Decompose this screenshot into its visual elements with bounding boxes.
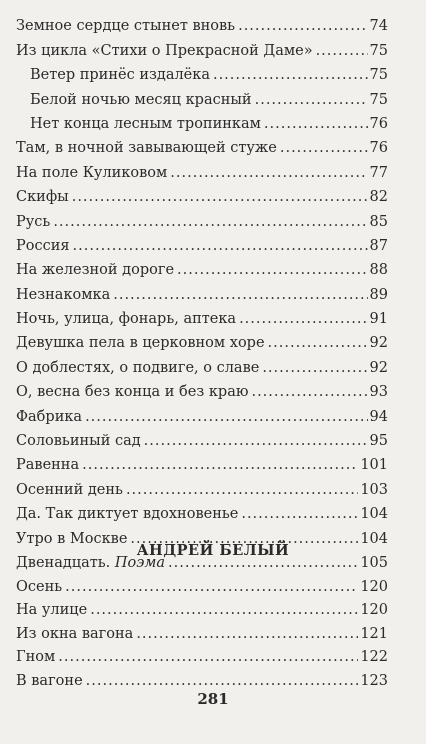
toc-entry-page: 92 <box>369 359 388 376</box>
dot-leader <box>65 579 358 595</box>
toc-entry-title-text: Ветер принёс издалёка <box>30 67 210 84</box>
toc-entry-title <box>16 673 86 689</box>
toc-entry-page: 76 <box>369 140 388 157</box>
toc-entry <box>16 59 388 83</box>
toc-entry-title-text: Соловьиный сад <box>16 433 141 450</box>
toc-entry-page: 85 <box>369 213 388 230</box>
toc-entry-title-text: Гном <box>16 649 56 665</box>
dot-leader <box>72 189 368 205</box>
toc-entry-page: 76 <box>369 115 388 132</box>
toc-entry-title <box>16 311 239 327</box>
toc-entry-title <box>16 189 72 205</box>
toc-entry-page: 77 <box>369 164 388 181</box>
toc-entry-title <box>16 214 53 230</box>
toc-entry-title <box>16 360 262 376</box>
toc-entry-page: 91 <box>369 311 388 328</box>
toc-entry-title-text: В вагоне <box>16 672 83 689</box>
toc-entry-title-text: Равенна <box>16 457 80 474</box>
toc-entry <box>16 498 388 522</box>
toc-entry <box>16 571 388 595</box>
toc-entry-title-text: На железной дороге <box>16 262 175 279</box>
dot-leader <box>82 457 358 473</box>
toc-entry <box>16 473 388 497</box>
dot-leader <box>251 384 367 400</box>
toc-entry <box>16 618 388 642</box>
dot-leader <box>238 18 367 34</box>
toc-entry <box>16 400 388 424</box>
toc-entry <box>16 83 388 107</box>
toc-entry-title <box>16 384 251 400</box>
toc-entry <box>16 327 388 351</box>
toc-entry-page: 82 <box>369 189 388 206</box>
dot-leader <box>170 165 367 181</box>
toc-entry-page: 122 <box>360 649 388 665</box>
dot-leader <box>177 262 368 278</box>
toc-entry-title-text: Незнакомка <box>16 286 111 303</box>
toc-entry-title <box>16 433 144 449</box>
toc-entry-title-text: Двенадцать. <box>16 554 111 571</box>
toc-entry <box>16 132 388 156</box>
toc-entry-page: 104 <box>360 530 388 547</box>
dot-leader <box>239 311 367 327</box>
dot-leader <box>126 482 358 498</box>
toc-entry-page: 95 <box>369 433 388 450</box>
toc-entry <box>16 181 388 205</box>
toc-entry-title <box>16 116 264 132</box>
table-of-contents-blok <box>16 10 388 571</box>
toc-entry-title <box>16 262 177 278</box>
toc-entry-page: 93 <box>369 384 388 401</box>
toc-entry <box>16 665 388 689</box>
dot-leader <box>316 43 368 59</box>
toc-entry <box>16 425 388 449</box>
toc-entry-title <box>16 579 65 595</box>
toc-entry <box>16 10 388 34</box>
toc-entry-title-text: О, весна без конца и без краю <box>16 384 249 401</box>
dot-leader <box>144 433 368 449</box>
toc-entry <box>16 230 388 254</box>
toc-entry-title-text: Белой ночью месяц красный <box>30 91 252 108</box>
toc-entry-title-text: Девушка пела в церковном хоре <box>16 335 265 352</box>
toc-entry-title-text: Да. Так диктует вдохновенье <box>16 506 239 523</box>
toc-entry-title-text: Русь <box>16 213 51 230</box>
toc-entry-page: 120 <box>360 578 388 595</box>
toc-entry <box>16 351 388 375</box>
toc-entry-title <box>16 43 316 59</box>
toc-entry-title-text: Утро в Москве <box>16 530 128 547</box>
table-of-contents-bely <box>16 571 388 689</box>
toc-entry-page: 88 <box>369 262 388 279</box>
toc-entry-title <box>16 409 85 425</box>
dot-leader <box>53 214 367 230</box>
toc-entry-page: 123 <box>360 672 388 689</box>
toc-entry-title-text: Скифы <box>16 189 69 206</box>
toc-entry-title-text: Земное сердце стынет вновь <box>16 18 236 35</box>
toc-entry-title <box>16 335 268 351</box>
dot-leader <box>86 673 359 689</box>
dot-leader <box>58 649 358 665</box>
toc-entry-title-text: Ночь, улица, фонарь, аптека <box>16 311 237 328</box>
toc-entry <box>16 595 388 619</box>
toc-entry-title-text: Россия <box>16 237 70 254</box>
toc-entry-title-text: На улице <box>16 602 88 618</box>
toc-entry-title <box>16 626 136 642</box>
toc-entry <box>16 205 388 229</box>
toc-entry <box>16 642 388 666</box>
toc-entry-page: 74 <box>369 18 388 35</box>
toc-entry-page: 101 <box>360 457 388 474</box>
dot-leader <box>262 360 367 376</box>
toc-entry-page: 120 <box>360 602 388 618</box>
toc-entry-title <box>16 140 280 156</box>
toc-entry <box>16 449 388 473</box>
dot-leader <box>241 506 358 522</box>
dot-leader <box>85 409 367 425</box>
toc-entry-title-text: Там, в ночной завывающей стуже <box>16 140 277 157</box>
toc-entry <box>16 303 388 327</box>
toc-entry-title-text: О доблестях, о подвиге, о славе <box>16 359 260 376</box>
dot-leader <box>73 238 368 254</box>
toc-entry-title-text: Фабрика <box>16 408 83 425</box>
toc-entry-title-text: Осенний день <box>16 481 123 498</box>
toc-entry <box>16 108 388 132</box>
toc-entry-page: 103 <box>360 481 388 498</box>
toc-entry-title <box>16 92 255 108</box>
toc-entry-title <box>16 649 58 665</box>
toc-entry-page: 75 <box>369 91 388 108</box>
toc-entry-title-text: Осень <box>16 578 63 595</box>
toc-entry-page: 121 <box>360 625 388 642</box>
toc-entry-page: 105 <box>360 554 388 571</box>
toc-entry-subtitle: Поэма <box>114 554 166 571</box>
toc-entry-title <box>16 482 126 498</box>
dot-leader <box>264 116 368 132</box>
toc-entry-title <box>16 67 213 83</box>
dot-leader <box>280 140 368 156</box>
toc-entry-title-text: Из окна вагона <box>16 625 134 642</box>
toc-entry-page: 75 <box>369 67 388 84</box>
toc-entry-page: 92 <box>369 335 388 352</box>
dot-leader <box>90 602 358 618</box>
toc-entry-title <box>16 18 238 34</box>
toc-entry-page: 87 <box>369 237 388 254</box>
toc-entry <box>16 254 388 278</box>
toc-entry-title <box>16 238 73 254</box>
toc-entry-title <box>16 602 90 618</box>
toc-entry-title-text: Нет конца лесным тропинкам <box>30 115 261 132</box>
toc-entry <box>16 156 388 180</box>
section-heading: АНДРЕЙ БЕЛЫЙ <box>136 542 290 559</box>
toc-entry-title-text: На поле Куликовом <box>16 164 168 181</box>
dot-leader <box>136 626 358 642</box>
toc-entry-page: 89 <box>369 286 388 303</box>
toc-entry <box>16 34 388 58</box>
toc-entry-page: 104 <box>360 506 388 523</box>
dot-leader <box>113 287 367 303</box>
toc-entry-title <box>16 506 241 522</box>
toc-entry-title-text: Из цикла «Стихи о Прекрасной Даме» <box>16 42 313 59</box>
page-number: 281 <box>197 690 229 708</box>
toc-entry-title <box>16 165 170 181</box>
toc-entry-title <box>16 457 82 473</box>
dot-leader <box>255 92 368 108</box>
dot-leader <box>213 67 368 83</box>
dot-leader <box>268 335 368 351</box>
toc-entry <box>16 278 388 302</box>
toc-entry <box>16 376 388 400</box>
toc-entry-page: 75 <box>369 42 388 59</box>
toc-entry-page: 94 <box>369 408 388 425</box>
toc-entry-title <box>16 287 113 303</box>
